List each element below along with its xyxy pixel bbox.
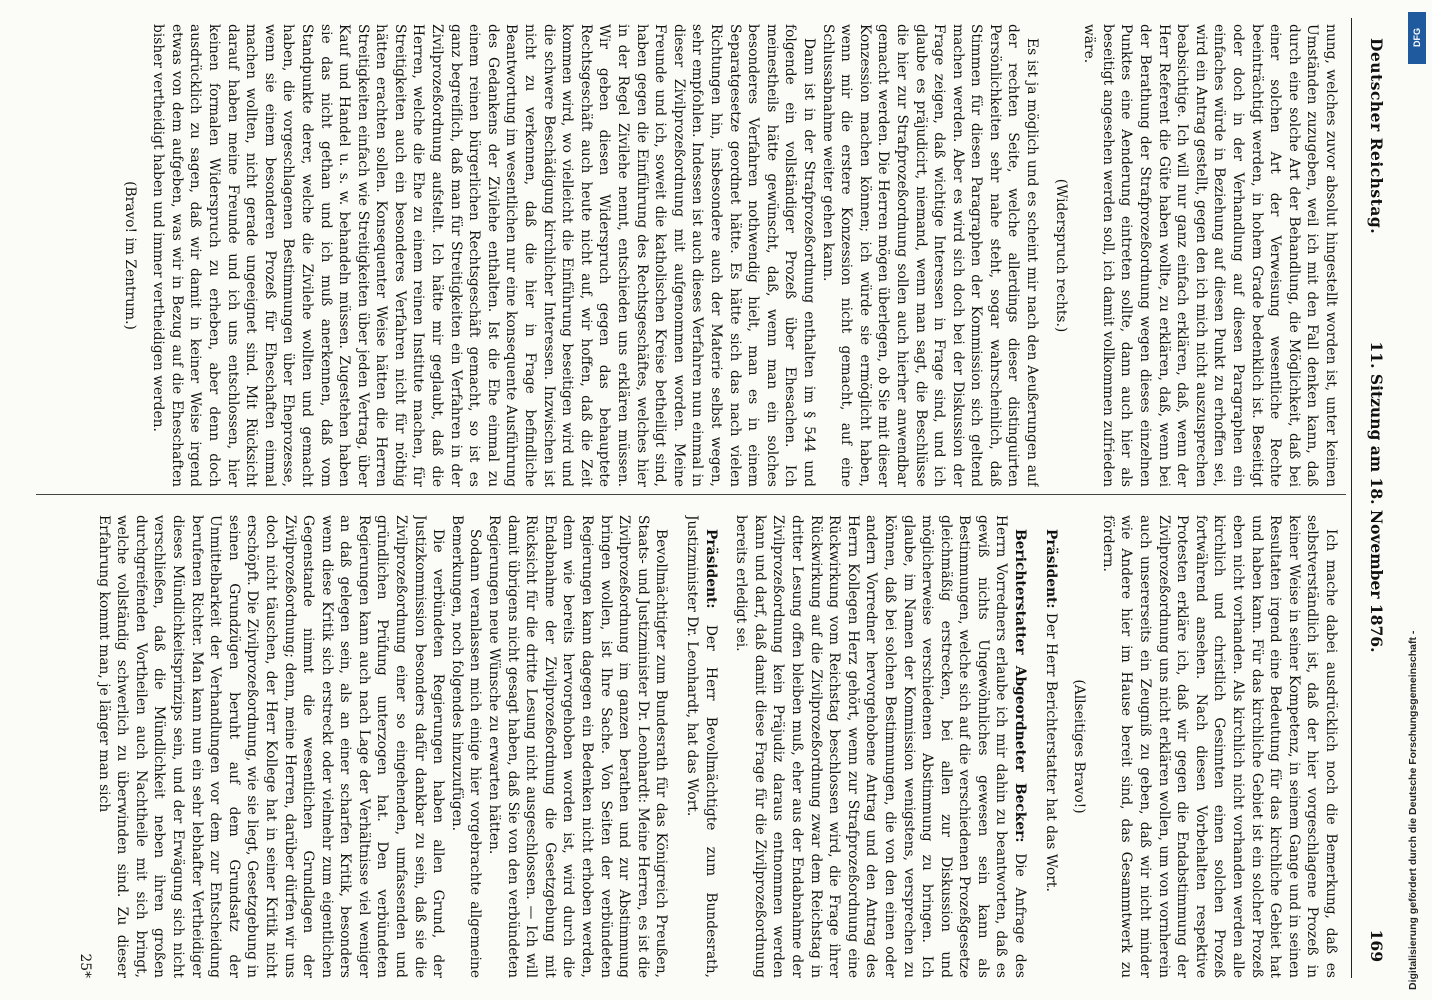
statement-text: Der Herr Berichterstatter hat das Wort. — [1042, 612, 1059, 892]
dfg-logo: DFG — [1408, 12, 1426, 64]
speech — [732, 515, 1030, 978]
header-publication: Deutscher Reichstag. — [1367, 38, 1386, 235]
digitization-note: Digitalisierung gefördert durch die Deutsche Forschungsgemeinschaft - — [1407, 630, 1419, 990]
left-column — [35, 24, 1340, 487]
column-divider — [36, 494, 1346, 495]
interjection: (Allseitiges Bravo!) — [1071, 679, 1088, 814]
running-header — [1358, 18, 1392, 976]
interjection: (Bravo! im Zentrum.) — [121, 181, 138, 330]
speech — [484, 515, 670, 978]
paragraph: Sodann veranlassen mich einige hier vorgebrachte allgemeine Bemerkungen, noch folgendes hinzuzufügen. — [448, 515, 484, 978]
speaker-label: Präsident: — [1042, 529, 1059, 609]
speaker-label: Berichterstatter Abgeordneter Becker: — [1012, 529, 1029, 843]
interjection: (Widerspruch rechts.) — [1052, 178, 1069, 333]
header-page-number: 169 — [1367, 929, 1386, 962]
spacer — [670, 515, 682, 978]
paragraph: nung, welches zuvor absolut hingestellt worden ist, unter keinen Umständen zuzugeben, weil ich mit den Fall denken kann, daß durch eine solche Art der Behandlung, die Möglichkeit, daß bei einer solchen Art der Verweisung wesentliche Rechte beeinträchtigt werden, in hohem Grade bedenklich ist. Beseitigt oder doch in der Verhandlung auf diesen Paragraphen ein einfaches würde in Beziehung auf diesen Punkt zu erhoffen sei, wird ein Antrag gestellt, gegen den ich mich nicht auszusprechen beabsichtige. Ich will nur ganz einfach erklären, daß, wenn der Herr Referent die Güte haben wollte, zu erklären, daß, wenn bei der Berathung der Strafprozeßordnung wegen dieses einzelnen Punktes eine Aenderung eintreten sollte, dann auch hier als beseitigt angesehen werden soll, ich damit vollkommen zufrieden wäre. — [1081, 24, 1339, 487]
paragraph: Die verbündeten Regierungen haben allen Grund, der Justizkommission besonders dafür dankbar zu sein, daß sie die Zivilprozeßordnung einer so eingehenden, umfassenden und gründlichen Prüfung unterzogen hat. Den verbündeten Regierungen kann auch nach Lage der Verhältnisse viel weniger an daß gelegen sein, als an einer scharfen Kritik, besonders wenn diese Kritik sich erstreckt oder vielmehr zum eigentlichen Gegenstande nimmt die wesentlichen Grundlagen der Zivilprozeßordnung; denn, meine Herren, darüber dürfen wir uns doch nicht täuschen, der Herr Kollege hat in seiner Kritik nicht erschöpft. Die Zivilprozeßordnung, wie sie liegt, Gesetzgebung in seinen Grundzügen beruht auf dem Grundsatz der Unmittelbarkeit der Verhandlungen vor dem zur Entscheidung berufenen Richter. Man kann nun ein sehr lebhafter Vertheidiger dieses Mündlichkeitsprinzips sein, und der Erwägung sich nicht verschließen, daß die Mündlichkeit neben ihren großen durchgreifenden Vortheilen auch Nachtheile mit sich bringt, welche vollständig schwerlich zu überwinden sind. Zu dieser Erfahrung kommt man, je länger man sich — [95, 515, 447, 978]
speaker-label: Präsident: — [702, 529, 719, 609]
right-column — [35, 515, 1340, 978]
paragraph: Es ist ja möglich und es scheint mir nach den Aeußerungen auf der rechten Seite, welche allerdings dieser distinguirten Persönlichkeiten sehr nahe steht, sogar wahrscheinlich, daß Stimmen für diesen Paragraphen der Kommission sich geltend machen werden. Aber es wird sich doch bei der Diskussion der Frage zeigen, daß wichtige Interessen in Frage sind, und ich glaube es präjudicirt, niemand, wenn man sagt, die Beschlüsse die hier zur Strafprozeßordnung sollen auch hierher anwendbar gemacht werden. Die Herren mögen überlegen, ob Sie mit dieser Konzession machen können; ich würde sie ermöglicht haben, wenn mir die erstere Konzession nicht gemacht, auf eine Schlussabnahme weiter gehen kann. — [819, 24, 1041, 487]
paragraph: Dann ist in der Strafprozeßordnung enthalten im § 544 und folgende ein vollständiger Prozeß über Ehesachen. Ich meinestheils hätte gewünscht, daß, wenn man ein solches besonderes Verfahren nothwendig hielt, man es in einem Separatgesetze geordnet hätte. Es hätte sich das nach vielen Richtungen hin, insbesondere auch der Materie selbst wegen, sehr empfohlen. Indessen ist auch dieses Verfahren nun einmal in dieser Zivilprozeßordnung mit aufgenommen worden. Meine Freunde und ich, soweit die katholischen Kreise betheiligt sind, haben gegen die Einführung des Rechtsgeschäftes, welches hier in der Regel Zivilehe nennt, entschieden uns erklären müssen. Wir geben diesen Widerspruch gegen das behauptete Rechtsgeschäft auch heute nicht auf, wir hoffen, daß die Zeit kommen wird, wo vielleicht die Einführung beseitigen wird und die schwere Beschädigung kirchlicher Interessen. Inzwischen ist nicht zu verkennen, daß die hier in Frage befindliche Beantwortung im wesentlichen nur eine konsequente Ausführung des Gedankens der Zivilehe enthalten. Ist die Ehe einmal zu einem reinen bürgerlichen Rechtsgeschäft gemacht, so ist es ganz begreiflich, daß man für Streitigkeiten ein Verfahren in der Zivilprozeßordnung aufstellt. Ich hätte mir geglaubt, daß die Herren, welche die Ehe zu einem reinen Institute machen, für Streitigkeiten auch ein besonderes Verfahren nicht für nöthig hätten erachten sollen. Konsequenter Weise hätten die Herren Streitigkeiten einfach wie Streitigkeiten über jeden Vertrag, über Kauf und Handel u. s. w. behandeln müssen. Zugestehen haben sie das nicht gethan und ich muß anerkennen, daß vom Standpunkte derer, welche die Zivilehe wollten und gemacht haben, die vorgeschlagenen Bestimmungen über Eheprozesse, wenn sie einem besonderen Prozeß für Eheschaften einmal machen wollten, nicht gerade ungeeignet sind. Mit Rücksicht darauf haben meine Freunde und ich uns entschlossen, hier keinen formalen Widerspruch zu erheben, aber denn doch ausdrücklich zu sagen, daß wir damit in keiner Weise irgend etwas von dem aufgeben, was wir in Bezug auf die Eheschaften bisher vertheidigt haben und immer vertheidigen werden. — [150, 24, 817, 487]
paragraph: Ich mache dabei ausdrücklich noch die Bemerkung, daß es selbstverständlich ist, daß der hier vorgeschlagene Prozeß in keiner Weise in seiner Kompetenz, in seinem Gange und in seinen Resultaten irgend eine Bedeutung für das kirchliche Gebiet hat und haben kann. Für das kirchliche Gebiet ist ein solcher Prozeß eben nicht vorhanden. Als kirchlich nicht vorhanden werden alle kirchlich und christlich Gesinnten einen solchen Prozeß fortwährend ansehen. Nach diesen Vorbehalten respektive Protesten erkläre ich, daß wir gegen die Endabstimmung der Zivilprozeßordnung uns nicht erklären wollen, um von vornherein auch unsererseits ein Zeugniß zu geben, daß wir nicht minder wie Andere hier im Hause bereit sind, das Gesammtwerk zu fördern. — [1099, 515, 1339, 978]
statement-text: Der Herr Bevollmächtigte zum Bundesrath, Justizminister Dr. Leonhardt, hat das Wort. — [684, 515, 719, 978]
president-statement — [682, 515, 719, 978]
speech-text: Meine Herren, es ist die Zivilprozeßordnung im ganzen berathen und zur Abstimmung bringen wollen, ist Ihre Sache. Von Seiten der verbündeten Regierungen kann dagegen ein Bedenken nicht erhoben werden, denn wie bereits hervorgehoben worden ist, wird durch die Endabnahme der Zivilprozeßordnung die Gesetzgebung mit Rücksicht für die dritte Lesung nicht ausgeschlossen. — Ich will damit übrigens nicht gesagt haben, daß Sie von den verbündeten Regierungen neue Wünsche zu erwarten hätten. — [486, 515, 651, 978]
president-statement — [1041, 515, 1060, 978]
spacer — [720, 515, 732, 978]
header-rule — [1351, 18, 1352, 978]
speaker-label: Bevollmächtigter zum Bundesrath für das Königreich Preußen, Staats- und Justizminister Dr. Leonhardt: — [634, 515, 670, 978]
page-marker: 25* — [77, 953, 93, 978]
spacer — [1029, 515, 1041, 978]
header-session: 11. Sitzung am 18. November 1876. — [1367, 341, 1386, 653]
speech-text: Die Anfrage des Herrn Vorredners erlaube ich mir dahin zu beantworten, daß es gewiß nichts Ungewöhnliches gewesen sein kann als Bestimmungen, welche sich auf die verschiedenen Prozeßgesetze gleichmäßig erstrecken, bei allen zur Diskussion und möglicherweise verschiedenen Abstimmung zu bringen. Ich glaube, im Namen der Kommission wenigstens, versprechen zu können, daß bei solchen Bestimmungen, die von den einen oder andern Vorredner hervorgehobene Antrag und den Antrag des Herrn Kollegen Herz gehört, wenn zur Strafprozeßordnung eine Rückwirkung vom Reichstag beschlossen wird, die Frage ihrer Rückwirkung auf die Zivilprozeßordnung zwar dem Reichstag in dritter Lesung offen bleiben muß, eher aus der Endabnahme der Zivilprozeßordnung kein Präjudiz daraus entnommen werden kann und darf, daß damit diese Frage für die Zivilprozeßordnung bereits erledigt sei. — [733, 515, 1029, 978]
